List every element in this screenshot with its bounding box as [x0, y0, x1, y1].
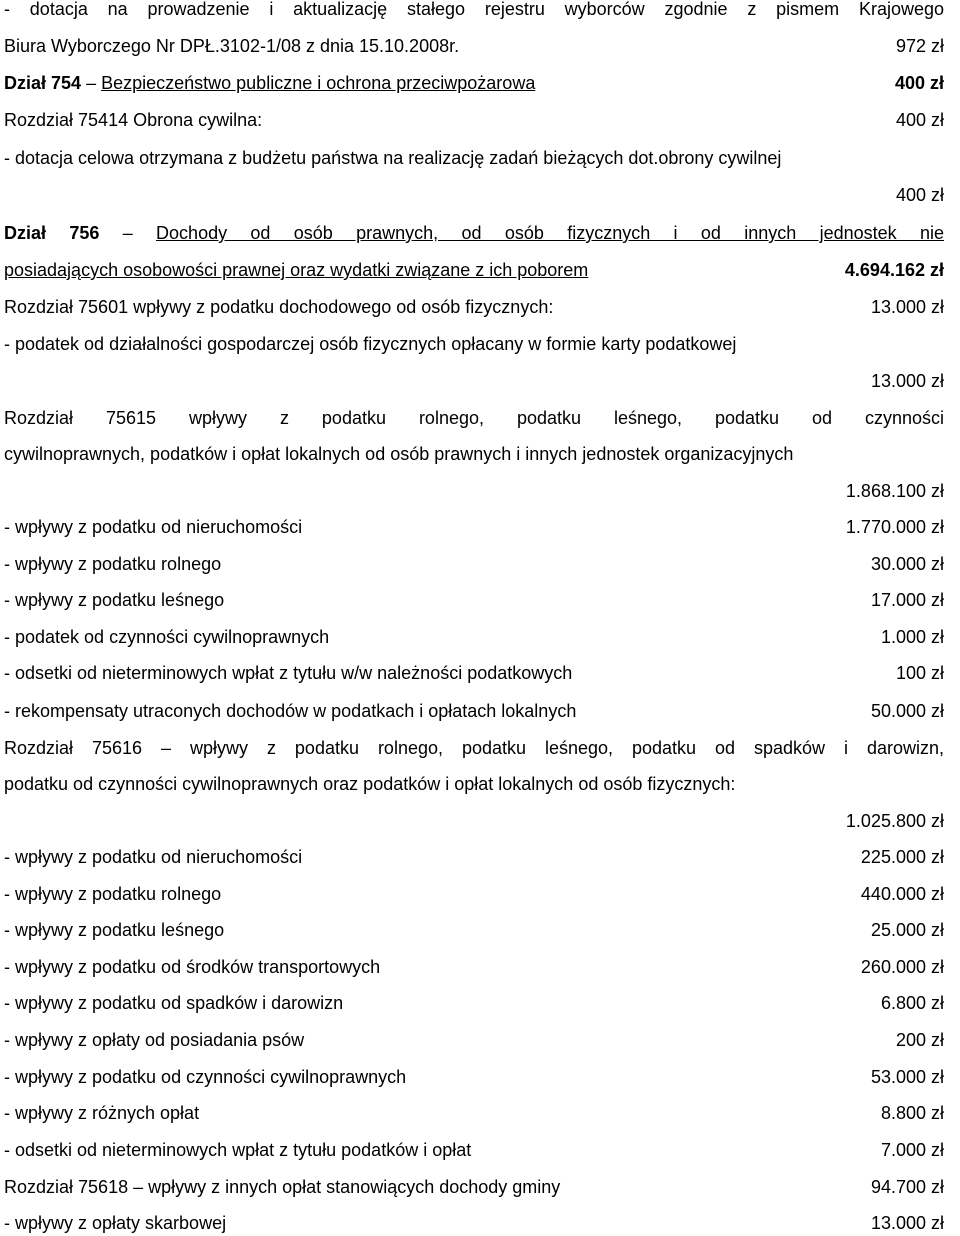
rozdzial-75601-item: - podatek od działalności gospodarczej osób fizycznych opłacany w formie karty podatkowej: [4, 334, 737, 354]
list-item: - wpływy z podatku od nieruchomości: [4, 517, 303, 537]
list-item-amount: 1.770.000 zł: [845, 517, 944, 537]
rozdzial-75601-item-amount: 13.000 zł: [870, 371, 944, 391]
dzial-756-title-line2: posiadających osobowości prawnej oraz wydatki związane z ich poborem: [4, 260, 589, 280]
list-item-amount: 13.000 zł: [870, 1213, 944, 1233]
list-item: - podatek od czynności cywilnoprawnych: [4, 627, 330, 647]
list-item-amount: 30.000 zł: [870, 554, 944, 574]
list-item: - wpływy z podatku rolnego: [4, 554, 222, 574]
list-item: - wpływy z podatku rolnego: [4, 884, 222, 904]
rozdzial-75616-line1: Rozdział 75616 – wpływy z podatku rolnego, podatku leśnego, podatku od spadków i darowizn,: [4, 738, 944, 758]
dzial-756-title-line1: Dochody od osób prawnych, od osób fizycznych i od innych jednostek nie: [156, 223, 944, 243]
rozdzial-75601-amount: 13.000 zł: [870, 297, 944, 317]
list-item-amount: 100 zł: [895, 663, 944, 683]
list-item: - odsetki od nieterminowych wpłat z tytułu podatków i opłat: [4, 1140, 472, 1160]
rozdzial-75615-amount: 1.868.100 zł: [845, 481, 944, 501]
list-item-amount: 25.000 zł: [870, 920, 944, 940]
list-item-amount: 6.800 zł: [880, 993, 944, 1013]
top-item-line1: - dotacja na prowadzenie i aktualizację stałego rejestru wyborców zgodnie z pismem Krajowego: [4, 0, 944, 19]
list-item: - wpływy z podatku od środków transportowych: [4, 957, 381, 977]
rozdzial-75618-amount: 94.700 zł: [870, 1177, 944, 1197]
list-item: - wpływy z opłaty skarbowej: [4, 1213, 227, 1233]
rozdzial-75615-line1: Rozdział 75615 wpływy z podatku rolnego, podatku leśnego, podatku od czynności: [4, 408, 944, 428]
list-item-amount: 53.000 zł: [870, 1067, 944, 1087]
list-item: - wpływy z podatku od spadków i darowizn: [4, 993, 344, 1013]
list-item: - wpływy z podatku leśnego: [4, 920, 225, 940]
dzial-754-title: Bezpieczeństwo publiczne i ochrona przeciwpożarowa: [101, 73, 536, 93]
list-item: - wpływy z podatku od nieruchomości: [4, 847, 303, 867]
list-item: - wpływy z opłaty od posiadania psów: [4, 1030, 305, 1050]
list-item-amount: 200 zł: [895, 1030, 944, 1050]
list-item: - wpływy z podatku leśnego: [4, 590, 225, 610]
rozdzial-75414-item: - dotacja celowa otrzymana z budżetu państwa na realizację zadań bieżących dot.obrony cywilnej: [4, 148, 782, 168]
rozdzial-75414-amount: 400 zł: [895, 110, 944, 130]
list-item-amount: 1.000 zł: [880, 627, 944, 647]
list-item-amount: 225.000 zł: [860, 847, 944, 867]
top-item-amount: 972 zł: [895, 36, 944, 56]
list-item: - rekompensaty utraconych dochodów w podatkach i opłatach lokalnych: [4, 701, 577, 721]
dzial-756-amount: 4.694.162 zł: [844, 260, 944, 280]
list-item-amount: 17.000 zł: [870, 590, 944, 610]
list-item: - wpływy z podatku od czynności cywilnoprawnych: [4, 1067, 407, 1087]
list-item-amount: 440.000 zł: [860, 884, 944, 904]
dzial-754-heading: [4, 71, 944, 95]
dzial-756-heading: [4, 221, 944, 245]
rozdzial-75616-amount: 1.025.800 zł: [845, 811, 944, 831]
dzial-756-label: Dział 756: [4, 223, 100, 243]
rozdzial-75615-line2: cywilnoprawnych, podatków i opłat lokalnych od osób prawnych i innych jednostek organizacyjnych: [4, 444, 794, 464]
list-item-amount: 8.800 zł: [880, 1103, 944, 1123]
top-item-line2: Biura Wyborczego Nr DPŁ.3102-1/08 z dnia 15.10.2008r.: [4, 36, 460, 56]
dzial-754-amount: 400 zł: [894, 73, 944, 93]
rozdzial-75601-label: Rozdział 75601 wpływy z podatku dochodowego od osób fizycznych:: [4, 297, 554, 317]
rozdzial-75414-item-amount: 400 zł: [895, 185, 944, 205]
list-item-amount: 7.000 zł: [880, 1140, 944, 1160]
dzial-756-dash: –: [122, 223, 133, 243]
list-item-amount: 50.000 zł: [870, 701, 944, 721]
list-item: - wpływy z różnych opłat: [4, 1103, 200, 1123]
list-item-amount: 260.000 zł: [860, 957, 944, 977]
rozdzial-75414-label: Rozdział 75414 Obrona cywilna:: [4, 110, 263, 130]
rozdzial-75616-line2: podatku od czynności cywilnoprawnych oraz podatków i opłat lokalnych od osób fizycznych:: [4, 774, 736, 794]
rozdzial-75618-label: Rozdział 75618 – wpływy z innych opłat stanowiących dochody gminy: [4, 1177, 561, 1197]
dzial-754-dash: –: [86, 73, 97, 93]
list-item: - odsetki od nieterminowych wpłat z tytułu w/w należności podatkowych: [4, 663, 573, 683]
dzial-754-label: Dział 754: [4, 73, 82, 93]
